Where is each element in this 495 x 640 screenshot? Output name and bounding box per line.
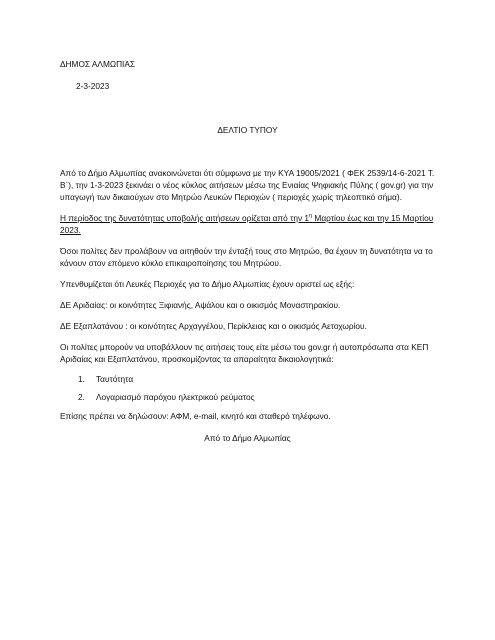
period-text-end: Μαρτίου έως και την 15 Μαρτίου: [312, 213, 434, 223]
paragraph-line: Οι πολίτες μπορούν να υποβάλλουν τις αιτήσεις τους είτε μέσω του gov.gr ή αυτοπρόσωπα στα ΚΕΠ: [60, 342, 429, 352]
document-date: 2-3-2023: [76, 81, 110, 91]
paragraph-line: υπαγωγή των δικαιούχων στο Μητρώο Λευκών Περιοχών ( περιοχές χωρίς τηλεοπτικό σήμα).: [60, 192, 402, 202]
paragraph-line: Αριδαίας και Εξαπλατάνου, προσκομίζοντας τα απαραίτητα δικαιολογητικά:: [60, 354, 334, 364]
list-number: 2.: [78, 392, 85, 402]
document-title: ΔΕΛΤΙΟ ΤΥΠΟΥ: [217, 125, 278, 135]
paragraph-line: Όσοι πολίτες δεν προλάβουν να αιτηθούν την ένταξή τους στο Μητρώο, θα έχουν τη δυνατότητα να το: [60, 246, 433, 256]
list-text: Λογαριασμό παρόχου ηλεκτρικού ρεύματος: [96, 392, 255, 402]
paragraph-line: κάνουν στον επόμενο κύκλο επικαιροποίησης του Μητρώου.: [60, 258, 282, 268]
list-text: Ταυτότητα: [96, 374, 134, 384]
signature: Από το Δήμο Αλμωπίας: [204, 433, 291, 443]
period-year: 2023.: [60, 225, 81, 235]
paragraph-declarations: Επίσης πρέπει να δηλώσουν: ΑΦΜ, e-mail, κινητό και σταθερό τηλέφωνο.: [60, 411, 331, 421]
paragraph-reminder: Υπενθυμίζεται ότι Λευκές Περιοχές για το Δήμο Αλμωπίας έχουν οριστεί ως εξής:: [60, 279, 355, 289]
paragraph-aridaia: ΔΕ Αριδαίας: οι κοινότητες Ξιφιανής, Αψάλου και ο οικισμός Μοναστηρακίου.: [60, 300, 341, 310]
paragraph-line: Από το Δήμο Αλμωπίας ανακοινώνεται ότι σύμφωνα με την ΚΥΑ 19005/2021 ( ΦΕΚ 2539/14-6-2021 Τ.: [60, 168, 435, 178]
paragraph-exaplatanos: ΔΕ Εξαπλατάνου : οι κοινότητες Αρχαγγέλου, Περίκλειας και ο οικισμός Αετοχωρίου.: [60, 321, 367, 331]
period-text-start: Η περίοδος της δυνατότητας υποβολής αιτήσεων ορίζεται από την 1: [60, 213, 310, 223]
paragraph-line: Β΄), την 1-3-2023 ξεκινάει ο νέος κύκλος αιτήσεων μέσω της Ενιαίας Ψηφιακής Πύλης ( gov.gr) για την: [60, 180, 434, 190]
list-number: 1.: [78, 374, 85, 384]
period-line: [60, 212, 433, 224]
ordinal-superscript: η: [309, 213, 313, 220]
municipality-heading: ΔΗΜΟΣ ΑΛΜΩΠΙΑΣ: [60, 59, 136, 69]
